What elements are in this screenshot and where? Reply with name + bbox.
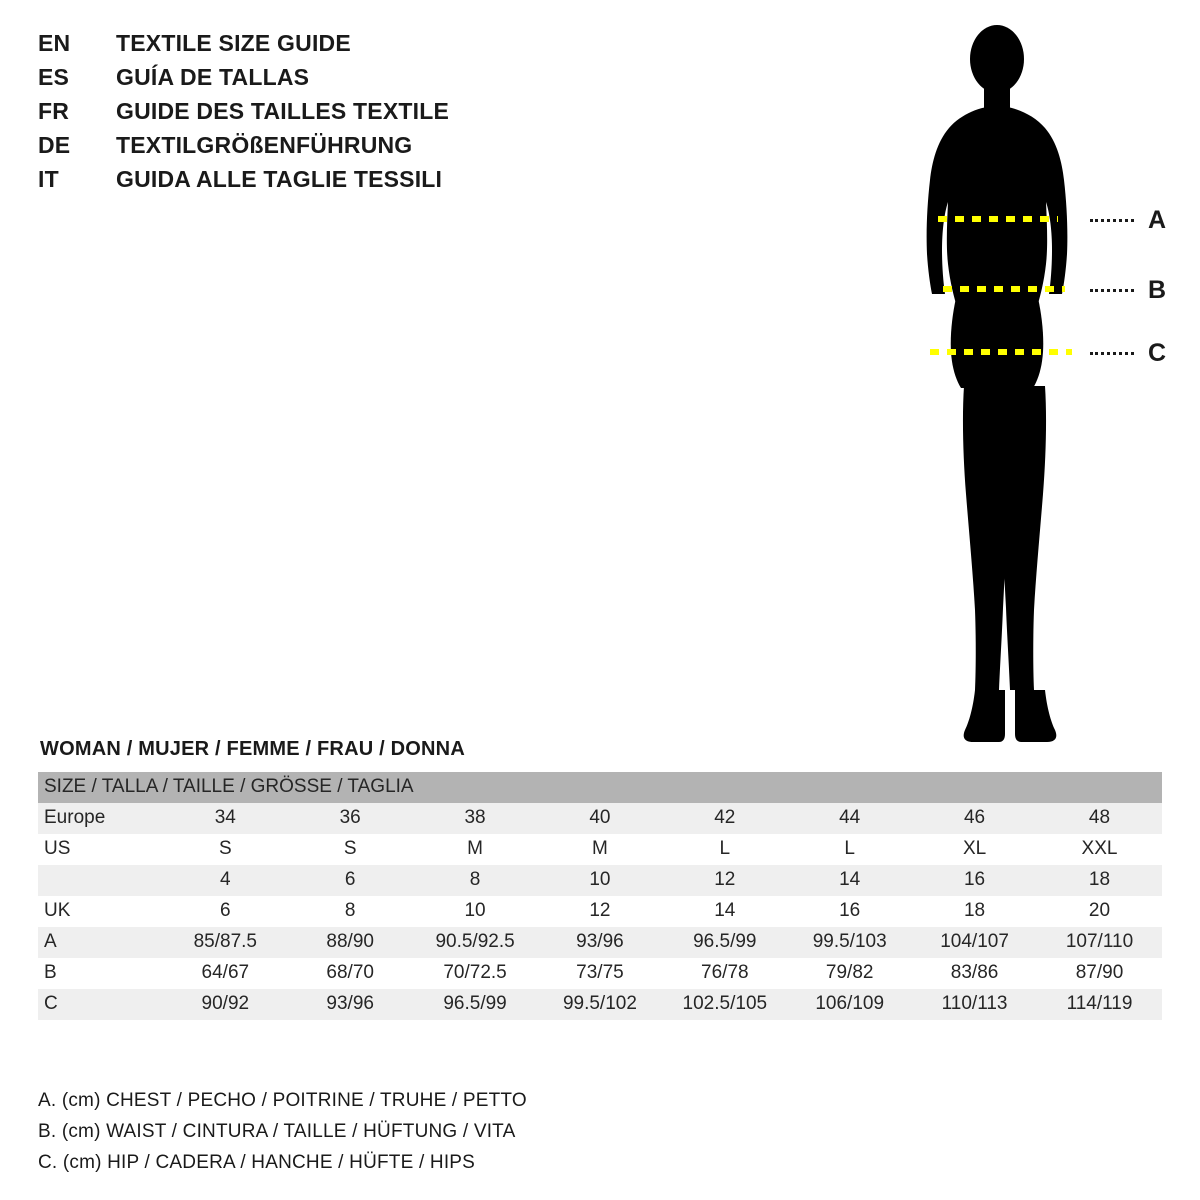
row-label: Europe bbox=[38, 803, 163, 834]
table-cell: 8 bbox=[288, 896, 413, 927]
row-label: B bbox=[38, 958, 163, 989]
table-row bbox=[38, 834, 1162, 865]
row-label: US bbox=[38, 834, 163, 865]
table-cell: 73/75 bbox=[538, 958, 663, 989]
title-lang-it: IT bbox=[38, 166, 59, 192]
table-cell: 4 bbox=[163, 865, 288, 896]
title-lang-de: DE bbox=[38, 132, 71, 158]
table-cell: 18 bbox=[1037, 865, 1162, 896]
marker-label-c: C bbox=[1148, 338, 1167, 367]
table-cell: 93/96 bbox=[288, 989, 413, 1020]
table-cell: 88/90 bbox=[288, 927, 413, 958]
table-cell: 93/96 bbox=[538, 927, 663, 958]
title-text-fr: GUIDE DES TAILLES TEXTILE bbox=[116, 98, 449, 124]
table-cell: 10 bbox=[538, 865, 663, 896]
table-cell: 83/86 bbox=[912, 958, 1037, 989]
leader-line-b bbox=[1090, 289, 1134, 292]
title-lang-en: EN bbox=[38, 30, 71, 56]
table-cell: 102.5/105 bbox=[662, 989, 787, 1020]
title-text-it: GUIDA ALLE TAGLIE TESSILI bbox=[116, 166, 443, 192]
table-cell: 99.5/103 bbox=[787, 927, 912, 958]
title-text-de: TEXTILGRÖßENFÜHRUNG bbox=[116, 132, 413, 158]
legend-block bbox=[38, 1090, 527, 1183]
table-header-row bbox=[38, 772, 1162, 803]
table-cell: 110/113 bbox=[912, 989, 1037, 1020]
table-cell: 46 bbox=[912, 803, 1037, 834]
table-cell: 104/107 bbox=[912, 927, 1037, 958]
table-row bbox=[38, 989, 1162, 1020]
table-cell: 20 bbox=[1037, 896, 1162, 927]
table-cell: 106/109 bbox=[787, 989, 912, 1020]
female-silhouette-icon bbox=[860, 18, 1190, 748]
table-cell: 36 bbox=[288, 803, 413, 834]
table-cell: L bbox=[787, 834, 912, 865]
table-cell: 6 bbox=[288, 865, 413, 896]
table-row bbox=[38, 896, 1162, 927]
table-cell: 107/110 bbox=[1037, 927, 1162, 958]
title-row bbox=[38, 166, 449, 200]
table-cell: 14 bbox=[787, 865, 912, 896]
table-cell: XXL bbox=[1037, 834, 1162, 865]
table-cell: 16 bbox=[912, 865, 1037, 896]
table-cell: 90/92 bbox=[163, 989, 288, 1020]
title-text-es: GUÍA DE TALLAS bbox=[116, 64, 310, 90]
table-cell: L bbox=[662, 834, 787, 865]
table-cell: 90.5/92.5 bbox=[413, 927, 538, 958]
row-label: C bbox=[38, 989, 163, 1020]
table-row bbox=[38, 803, 1162, 834]
group-label: WOMAN / MUJER / FEMME / FRAU / DONNA bbox=[40, 738, 465, 760]
title-row bbox=[38, 64, 449, 98]
leader-line-a bbox=[1090, 219, 1134, 222]
table-cell: 38 bbox=[413, 803, 538, 834]
row-label bbox=[38, 865, 163, 896]
table-cell: 34 bbox=[163, 803, 288, 834]
table-cell: 48 bbox=[1037, 803, 1162, 834]
table-cell: 12 bbox=[538, 896, 663, 927]
table-header-label: SIZE / TALLA / TAILLE / GRÖSSE / TAGLIA bbox=[38, 772, 1162, 803]
table-cell: 85/87.5 bbox=[163, 927, 288, 958]
table-cell: 99.5/102 bbox=[538, 989, 663, 1020]
marker-a bbox=[1090, 205, 1167, 234]
table-cell: 96.5/99 bbox=[662, 927, 787, 958]
table-row bbox=[38, 927, 1162, 958]
leader-line-c bbox=[1090, 352, 1134, 355]
table-cell: 18 bbox=[912, 896, 1037, 927]
table-cell: 42 bbox=[662, 803, 787, 834]
table-cell: 40 bbox=[538, 803, 663, 834]
table-cell: 114/119 bbox=[1037, 989, 1162, 1020]
table-cell: 10 bbox=[413, 896, 538, 927]
table-cell: S bbox=[163, 834, 288, 865]
legend-line-c: C. (cm) HIP / CADERA / HANCHE / HÜFTE / HIPS bbox=[38, 1152, 476, 1173]
title-lang-es: ES bbox=[38, 64, 70, 90]
title-text-en: TEXTILE SIZE GUIDE bbox=[116, 30, 351, 56]
title-row bbox=[38, 98, 449, 132]
table-cell: XL bbox=[912, 834, 1037, 865]
table-cell: M bbox=[538, 834, 663, 865]
size-table-section bbox=[38, 738, 1162, 1020]
title-lang-fr: FR bbox=[38, 98, 70, 124]
table-cell: 6 bbox=[163, 896, 288, 927]
marker-label-b: B bbox=[1148, 275, 1167, 304]
table-row bbox=[38, 865, 1162, 896]
table-cell: 79/82 bbox=[787, 958, 912, 989]
table-cell: 8 bbox=[413, 865, 538, 896]
marker-c bbox=[1090, 338, 1167, 367]
size-table bbox=[38, 772, 1162, 1020]
table-cell: 16 bbox=[787, 896, 912, 927]
table-cell: 14 bbox=[662, 896, 787, 927]
legend-line-b: B. (cm) WAIST / CINTURA / TAILLE / HÜFTUNG / VITA bbox=[38, 1121, 516, 1142]
table-cell: 87/90 bbox=[1037, 958, 1162, 989]
marker-label-a: A bbox=[1148, 205, 1167, 234]
table-cell: 70/72.5 bbox=[413, 958, 538, 989]
table-cell: M bbox=[413, 834, 538, 865]
table-cell: 96.5/99 bbox=[413, 989, 538, 1020]
title-block bbox=[38, 30, 449, 200]
table-cell: S bbox=[288, 834, 413, 865]
table-cell: 68/70 bbox=[288, 958, 413, 989]
legend-line-a: A. (cm) CHEST / PECHO / POITRINE / TRUHE / PETTO bbox=[38, 1090, 527, 1111]
title-row bbox=[38, 132, 449, 166]
table-cell: 44 bbox=[787, 803, 912, 834]
table-cell: 76/78 bbox=[662, 958, 787, 989]
table-cell: 64/67 bbox=[163, 958, 288, 989]
table-row bbox=[38, 958, 1162, 989]
title-row bbox=[38, 30, 449, 64]
row-label: A bbox=[38, 927, 163, 958]
row-label: UK bbox=[38, 896, 163, 927]
figure-panel bbox=[860, 18, 1190, 748]
table-cell: 12 bbox=[662, 865, 787, 896]
marker-b bbox=[1090, 275, 1167, 304]
